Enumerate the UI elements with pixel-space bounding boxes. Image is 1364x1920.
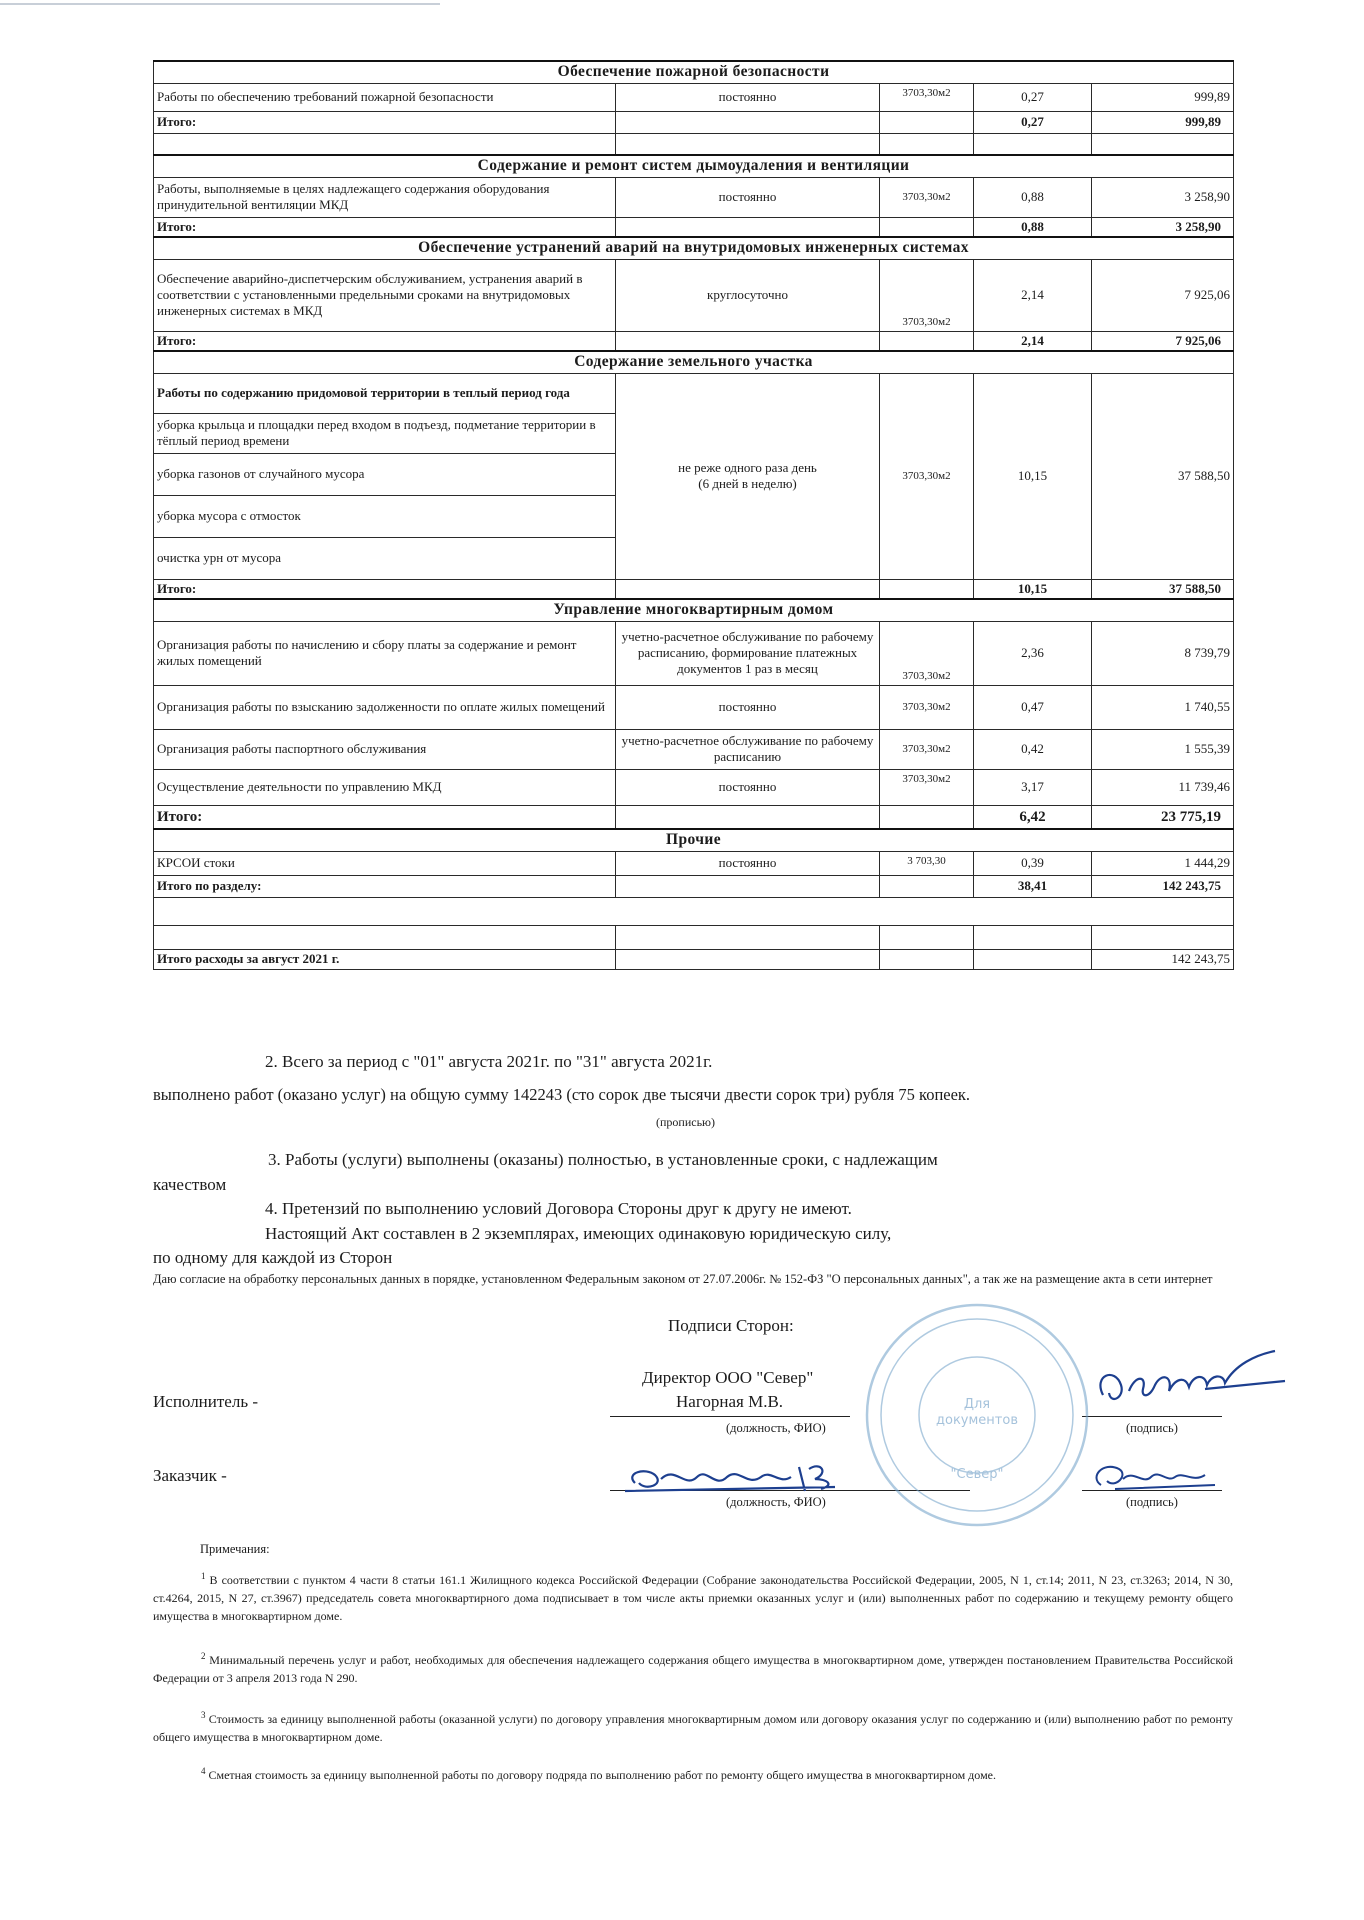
note-item — [153, 1762, 1233, 1784]
work-sum: 11 739,46 — [1092, 769, 1234, 805]
organization-stamp — [862, 1300, 1092, 1530]
total-rate: 0,88 — [974, 217, 1092, 237]
section-title: Обеспечение пожарной безопасности — [154, 61, 1234, 83]
work-frequency: постоянно — [616, 83, 880, 111]
table-row — [154, 621, 1234, 685]
customer-signature — [615, 1455, 865, 1500]
work-frequency: постоянно — [616, 685, 880, 729]
work-name: Обеспечение аварийно-диспетчерским обслуживанием, устранения аварий в соответствии с установленными предельными сроками на внутридомовых инженерных системах в МКД — [154, 259, 616, 331]
section-total-label: Итого по разделу: — [154, 875, 616, 897]
work-rate: 2,14 — [974, 259, 1092, 331]
frequency-line: не реже одного раза день — [678, 460, 817, 475]
work-sum: 8 739,79 — [1092, 621, 1234, 685]
total-rate: 10,15 — [974, 579, 1092, 599]
total-label: Итого: — [154, 111, 616, 133]
empty-row — [154, 925, 1234, 949]
note-number: 4 — [201, 1766, 206, 1776]
note-number: 2 — [201, 1651, 206, 1661]
table-row — [154, 177, 1234, 217]
total-sum: 999,89 — [1092, 111, 1234, 133]
personal-data-consent: Даю согласие на обработку персональных данных в порядке, установленном Федеральным законом от 27.07.2006г. № 152-ФЗ "О персональных данных", а так же на размещение акта в сети интернет — [153, 1272, 1213, 1286]
empty-row — [154, 897, 1234, 925]
customer-position-hint: (должность, ФИО) — [726, 1495, 826, 1509]
work-name: уборка крыльца и площадки перед входом в подъезд, подметание территории в тёплый период времени — [154, 413, 616, 453]
customer-sign-scribble — [1085, 1455, 1225, 1500]
section-title: Управление многоквартирным домом — [154, 599, 1234, 621]
paragraph-quality-cont: качеством — [153, 1175, 227, 1194]
note-text: В соответствии с пунктом 4 части 8 статьи 161.1 Жилищного кодекса Российской Федерации (Собрание законодательства Российской Федерации, 2005, N 1, ст.14; 2011, N 23, ст.3263; 2014, N 30, ст.4264, 2015, N 27, ст.3967) председатель совета многоквартирного дома подписывает в том числе акты приемки оказанных услуг и (или) выполненных работ по содержанию и текущему ремонту общего имущества в многоквартирном доме. — [153, 1573, 1234, 1623]
total-rate: 2,14 — [974, 331, 1092, 351]
total-label: Итого: — [154, 331, 616, 351]
total-row — [154, 579, 1234, 599]
note-item — [153, 1706, 1233, 1746]
section-header — [154, 237, 1234, 259]
note-number: 3 — [201, 1710, 206, 1720]
total-row — [154, 805, 1234, 829]
work-sum: 1 555,39 — [1092, 729, 1234, 769]
total-sum: 37 588,50 — [1092, 579, 1234, 599]
paragraph-quality: 3. Работы (услуги) выполнены (оказаны) полностью, в установленные сроки, с надлежащим — [268, 1150, 938, 1169]
grand-total-sum: 142 243,75 — [1092, 949, 1234, 969]
section-title: Содержание земельного участка — [154, 351, 1234, 373]
total-sum: 7 925,06 — [1092, 331, 1234, 351]
section-total-sum: 142 243,75 — [1092, 875, 1234, 897]
work-area: 3703,30м2 — [880, 373, 974, 579]
total-row — [154, 217, 1234, 237]
work-rate: 2,36 — [974, 621, 1092, 685]
table-row — [154, 769, 1234, 805]
grand-total-label: Итого расходы за август 2021 г. — [154, 949, 616, 969]
table-row — [154, 729, 1234, 769]
section-header — [154, 829, 1234, 851]
work-name: Организация работы паспортного обслуживания — [154, 729, 616, 769]
work-area: 3703,30м2 — [880, 729, 974, 769]
work-name: Организация работы по начислению и сбору платы за содержание и ремонт жилых помещений — [154, 621, 616, 685]
paragraph-period: 2. Всего за период с "01" августа 2021г. по "31" августа 2021г. — [265, 1052, 713, 1071]
total-row — [154, 331, 1234, 351]
section-total-rate: 38,41 — [974, 875, 1092, 897]
stamp-text: "Север" — [950, 1467, 1004, 1482]
executor-name: Нагорная М.В. — [676, 1392, 784, 1411]
work-area: 3703,30м2 — [880, 621, 974, 685]
work-name: Работы по обеспечению требований пожарной безопасности — [154, 83, 616, 111]
total-rate: 0,27 — [974, 111, 1092, 133]
section-header — [154, 351, 1234, 373]
work-area: 3 703,30 — [880, 851, 974, 875]
work-sum: 37 588,50 — [1092, 373, 1234, 579]
section-total-row — [154, 875, 1234, 897]
work-frequency: постоянно — [616, 769, 880, 805]
work-rate: 0,27 — [974, 83, 1092, 111]
executor-label: Исполнитель - — [153, 1392, 258, 1411]
work-rate: 0,88 — [974, 177, 1092, 217]
work-name: Осуществление деятельности по управлению МКД — [154, 769, 616, 805]
paragraph-claims: 4. Претензий по выполнению условий Договора Стороны друг к другу не имеют. — [265, 1199, 852, 1218]
executor-sign-hint: (подпись) — [1126, 1421, 1178, 1435]
work-name: КРСОИ стоки — [154, 851, 616, 875]
work-rate: 10,15 — [974, 373, 1092, 579]
executor-position: Директор ООО "Север" — [642, 1368, 814, 1387]
work-rate: 0,47 — [974, 685, 1092, 729]
work-sum: 1 740,55 — [1092, 685, 1234, 729]
work-frequency: учетно-расчетное обслуживание по рабочему расписанию — [616, 729, 880, 769]
works-table — [153, 60, 1234, 970]
stamp-text: документов — [936, 1413, 1018, 1428]
work-frequency: учетно-расчетное обслуживание по рабочему расписанию, формирование платежных документов 1 раз в месяц — [616, 621, 880, 685]
note-item — [153, 1647, 1233, 1687]
table-row — [154, 259, 1234, 331]
table-row — [154, 83, 1234, 111]
work-area: 3703,30м2 — [880, 177, 974, 217]
work-frequency: круглосуточно — [616, 259, 880, 331]
paragraph-amount: выполнено работ (оказано услуг) на общую сумму 142243 (сто сорок две тысячи двести сорок три) рубля 75 копеек. — [153, 1085, 971, 1104]
stamp-text: Для — [963, 1397, 991, 1412]
empty-row — [154, 133, 1234, 155]
work-frequency: постоянно — [616, 851, 880, 875]
work-rate: 0,42 — [974, 729, 1092, 769]
work-area: 3703,30м2 — [880, 83, 974, 111]
scan-top-edge — [0, 3, 440, 5]
note-text: Сметная стоимость за единицу выполненной работы по договору подряда по выполнению работ по ремонту общего имущества в многоквартирном доме. — [208, 1768, 996, 1782]
section-title: Обеспечение устранений аварий на внутридомовых инженерных системах — [154, 237, 1234, 259]
work-name: Работы, выполняемые в целях надлежащего содержания оборудования принудительной вентиляции МКД — [154, 177, 616, 217]
work-area: 3703,30м2 — [880, 769, 974, 805]
section-title: Прочие — [154, 829, 1234, 851]
work-name: Работы по содержанию придомовой территории в теплый период года — [154, 373, 616, 413]
notes-heading: Примечания: — [200, 1542, 270, 1556]
section-header — [154, 61, 1234, 83]
work-name: Организация работы по взысканию задолженности по оплате жилых помещений — [154, 685, 616, 729]
table-row — [154, 685, 1234, 729]
total-sum: 3 258,90 — [1092, 217, 1234, 237]
table-row — [154, 373, 1234, 413]
work-frequency — [616, 373, 880, 579]
note-number: 1 — [201, 1571, 206, 1581]
note-item — [153, 1567, 1233, 1625]
work-name: очистка урн от мусора — [154, 537, 616, 579]
total-label: Итого: — [154, 579, 616, 599]
work-sum: 1 444,29 — [1092, 851, 1234, 875]
total-row — [154, 111, 1234, 133]
customer-sign-hint: (подпись) — [1126, 1495, 1178, 1509]
signatures-heading: Подписи Сторон: — [668, 1316, 794, 1335]
work-rate: 3,17 — [974, 769, 1092, 805]
section-title: Содержание и ремонт систем дымоудаления и вентиляции — [154, 155, 1234, 177]
total-label: Итого: — [154, 217, 616, 237]
frequency-line: (6 дней в неделю) — [698, 476, 797, 491]
paragraph-copies-cont: по одному для каждой из Сторон — [153, 1248, 393, 1267]
work-sum: 3 258,90 — [1092, 177, 1234, 217]
work-sum: 999,89 — [1092, 83, 1234, 111]
executor-position-hint: (должность, ФИО) — [726, 1421, 826, 1435]
work-area: 3703,30м2 — [880, 259, 974, 331]
total-label: Итого: — [154, 805, 616, 829]
grand-total-row — [154, 949, 1234, 969]
work-sum: 7 925,06 — [1092, 259, 1234, 331]
work-area: 3703,30м2 — [880, 685, 974, 729]
executor-position-line — [610, 1416, 850, 1417]
work-rate: 0,39 — [974, 851, 1092, 875]
executor-signature — [1085, 1345, 1295, 1420]
section-header — [154, 599, 1234, 621]
work-name: уборка мусора с отмосток — [154, 495, 616, 537]
total-rate: 6,42 — [974, 805, 1092, 829]
note-text: Стоимость за единицу выполненной работы (оказанной услуги) по договору управления многоквартирным домом или договору оказания услуг по содержанию и (или) выполнению работ по ремонту общего имущества в многоквартирном доме. — [153, 1712, 1233, 1744]
section-header — [154, 155, 1234, 177]
note-text: Минимальный перечень услуг и работ, необходимых для обеспечения надлежащего содержания общего имущества в многоквартирном доме, утвержден постановлением Правительства Российской Федерации от 3 апреля 2013 года N 290. — [153, 1653, 1233, 1685]
paragraph-copies: Настоящий Акт составлен в 2 экземплярах, имеющих одинаковую юридическую силу, — [265, 1224, 892, 1243]
work-name: уборка газонов от случайного мусора — [154, 453, 616, 495]
table-row — [154, 851, 1234, 875]
total-sum: 23 775,19 — [1092, 805, 1234, 829]
work-frequency: постоянно — [616, 177, 880, 217]
customer-label: Заказчик - — [153, 1466, 227, 1485]
hint-in-words: (прописью) — [656, 1115, 716, 1129]
